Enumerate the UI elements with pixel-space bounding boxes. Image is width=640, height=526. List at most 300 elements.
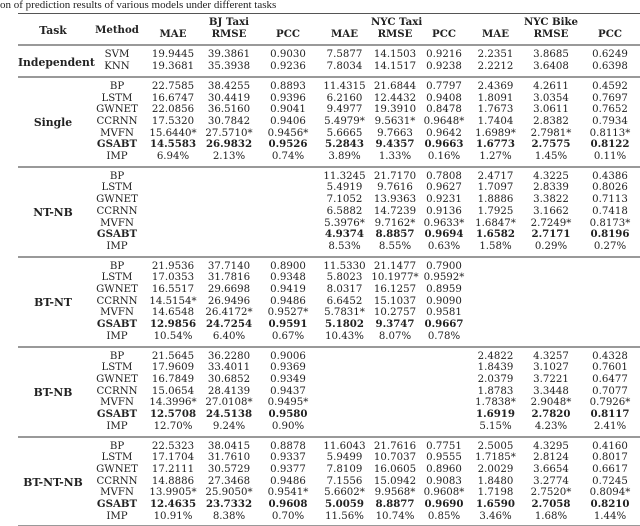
metric-cell — [200, 182, 258, 194]
metric-cell: 1.68% — [534, 510, 568, 522]
method-label: MVFN — [100, 487, 134, 499]
metric-cell: 0.9408 — [426, 92, 462, 104]
metric-cell — [318, 362, 371, 374]
method-label: MVFN — [100, 217, 134, 229]
metric-cell: 1.7838* — [475, 397, 516, 409]
metric-cell: 2.7820 — [531, 408, 571, 421]
metric-cell: 6.6452 — [326, 295, 363, 307]
metric-cell: 7.5877 — [326, 49, 363, 61]
metric-cell — [371, 397, 419, 409]
task-group-bt-nb — [18, 347, 640, 437]
metric-cell: 29.6698 — [207, 284, 251, 296]
metric-cell: 2.7249* — [530, 217, 572, 229]
metric-cell: 0.9083 — [426, 475, 462, 487]
metric-cell: 35.3938 — [207, 61, 251, 73]
header-metric-pcc: PCC — [598, 27, 622, 40]
metric-cell — [469, 257, 522, 273]
metric-cell: 26.9832 — [205, 138, 253, 151]
metric-cell: 0.7652 — [592, 104, 628, 116]
task-label: BT-NT-NB — [23, 476, 83, 490]
metric-cell: 27.0108* — [205, 397, 253, 409]
table-row — [18, 229, 640, 241]
table-row — [18, 272, 640, 284]
metric-cell — [580, 331, 640, 347]
metric-cell: 0.8893 — [270, 80, 306, 92]
metric-cell: 10.54% — [153, 330, 193, 342]
task-group-nt-nb — [18, 167, 640, 257]
metric-cell: 0.8094* — [589, 487, 631, 499]
method-label: MVFN — [100, 127, 134, 139]
metric-cell — [146, 218, 200, 230]
metric-cell: 1.7198 — [477, 487, 514, 499]
metric-cell: 1.8091 — [477, 92, 514, 104]
metric-cell: 0.4386 — [592, 170, 628, 182]
table-caption: on of prediction results of various models under different tasks — [0, 0, 277, 11]
metric-cell — [371, 409, 419, 421]
metric-cell: 0.6477 — [592, 373, 628, 385]
metric-cell: 38.4255 — [207, 80, 251, 92]
metric-cell: 0.9633* — [423, 217, 465, 229]
metric-cell: 1.6582 — [476, 228, 515, 241]
metric-cell — [146, 194, 200, 206]
metric-cell — [146, 241, 200, 257]
metric-cell: 12.9856 — [149, 318, 197, 331]
metric-cell: 3.89% — [328, 151, 361, 163]
metric-cell: 0.9238 — [426, 61, 462, 73]
metric-cell — [258, 241, 318, 257]
metric-cell: 22.5323 — [151, 440, 195, 452]
table-row — [18, 386, 640, 398]
metric-cell — [522, 319, 580, 331]
metric-cell: 0.9526 — [268, 138, 308, 151]
metric-cell: 33.4011 — [207, 362, 251, 374]
method-label: LSTM — [101, 362, 133, 374]
metric-cell: 15.6440* — [149, 127, 197, 139]
metric-cell: 14.5583 — [149, 138, 197, 151]
metric-cell: 0.6249 — [592, 49, 628, 61]
metric-cell: 0.9337 — [270, 452, 306, 464]
method-label: CCRNN — [96, 205, 138, 217]
table-row — [18, 167, 640, 183]
metric-cell: 12.4635 — [149, 498, 197, 511]
method-label: GWNET — [96, 104, 138, 116]
metric-cell: 0.9396 — [270, 92, 306, 104]
metric-cell: 0.7900 — [426, 260, 462, 272]
metric-cell: 11.56% — [325, 510, 364, 522]
metric-cell: 3.6654 — [533, 463, 569, 475]
metric-cell: 1.45% — [534, 151, 568, 163]
metric-cell: 10.7037 — [373, 452, 417, 464]
table-row — [18, 409, 640, 421]
metric-cell: 30.4419 — [207, 92, 251, 104]
table-row — [18, 331, 640, 347]
table-row — [18, 437, 640, 453]
method-label: IMP — [106, 240, 128, 252]
table-row — [18, 104, 640, 116]
metric-cell: 0.29% — [534, 240, 568, 252]
metric-cell: 6.2160 — [326, 92, 363, 104]
metric-cell: 5.6665 — [326, 127, 363, 139]
metric-cell: 2.7981* — [530, 127, 572, 139]
metric-cell — [419, 397, 469, 409]
metric-cell: 5.4979* — [324, 115, 365, 127]
metric-cell: 0.8210 — [590, 498, 630, 511]
metric-cell: 22.7585 — [151, 80, 195, 92]
table-row — [18, 296, 640, 308]
metric-cell: 39.3861 — [207, 49, 251, 61]
header-dataset-bj-taxi: BJ Taxi — [208, 16, 250, 28]
method-label: GSABT — [96, 498, 138, 511]
metric-cell: 12.5708 — [149, 408, 197, 421]
task-group-single — [18, 77, 640, 167]
metric-cell: 0.9419 — [270, 284, 306, 296]
metric-cell: 15.1037 — [373, 295, 417, 307]
method-label: GSABT — [96, 318, 138, 331]
metric-cell: 0.9648* — [423, 115, 465, 127]
metric-cell: 2.2212 — [477, 61, 514, 73]
method-label: GWNET — [96, 373, 138, 385]
metric-cell: 21.7170 — [373, 170, 417, 182]
metric-cell: 0.9541* — [267, 487, 309, 499]
metric-cell: 36.2280 — [207, 350, 251, 362]
metric-cell: 0.7797 — [426, 80, 462, 92]
metric-cell: 14.1517 — [373, 61, 417, 73]
metric-cell: 19.9445 — [151, 49, 195, 61]
metric-cell: 14.1503 — [373, 49, 417, 61]
metric-cell: 5.7831* — [324, 307, 365, 319]
metric-cell: 9.4977 — [326, 104, 363, 116]
metric-cell: 2.4369 — [477, 80, 514, 92]
metric-cell: 26.4172* — [205, 307, 253, 319]
metric-cell: 15.0654 — [151, 385, 195, 397]
metric-cell: 10.43% — [325, 330, 364, 342]
table-row — [18, 284, 640, 296]
metric-cell — [200, 218, 258, 230]
table-row — [18, 139, 640, 151]
metric-cell — [522, 284, 580, 296]
metric-cell: 0.9216 — [426, 49, 462, 61]
metric-cell — [419, 347, 469, 363]
metric-cell: 0.9581 — [426, 307, 462, 319]
metric-cell: 0.4328 — [592, 350, 628, 362]
method-label: LSTM — [101, 452, 133, 464]
metric-cell — [580, 319, 640, 331]
metric-cell: 5.15% — [479, 420, 512, 432]
metric-cell: 12.70% — [153, 420, 193, 432]
table-row — [18, 151, 640, 167]
metric-cell — [469, 272, 522, 284]
metric-cell: 28.4139 — [207, 385, 251, 397]
header-metric-pcc: PCC — [276, 27, 300, 40]
metric-cell: 10.2757 — [373, 307, 417, 319]
metric-cell: 0.7697 — [592, 92, 628, 104]
table-row — [18, 77, 640, 93]
method-label: IMP — [106, 510, 128, 522]
metric-cell: 4.9374 — [325, 228, 364, 241]
metric-cell: 0.9486 — [270, 295, 306, 307]
table-row — [18, 206, 640, 218]
metric-cell: 2.8382 — [533, 115, 569, 127]
metric-cell — [419, 374, 469, 386]
header-metric-rmse: RMSE — [211, 27, 247, 40]
metric-cell: 3.46% — [479, 510, 512, 522]
method-label: BP — [109, 440, 125, 452]
metric-cell: 0.9030 — [270, 49, 306, 61]
metric-cell: 8.07% — [378, 330, 412, 342]
metric-cell — [419, 409, 469, 421]
metric-cell: 0.8878 — [270, 440, 306, 452]
metric-cell — [371, 347, 419, 363]
metric-cell: 24.7254 — [205, 318, 253, 331]
metric-cell: 1.27% — [479, 151, 512, 163]
method-label: KNN — [104, 61, 130, 73]
metric-cell: 30.5729 — [207, 463, 251, 475]
metric-cell: 5.3976* — [324, 217, 365, 229]
metric-cell — [580, 272, 640, 284]
metric-cell: 0.11% — [593, 151, 627, 163]
metric-cell: 21.6844 — [373, 80, 417, 92]
metric-cell: 8.53% — [328, 240, 361, 252]
method-label: BP — [109, 170, 125, 182]
metric-cell — [580, 257, 640, 273]
task-label: NT-NB — [33, 206, 73, 220]
metric-cell: 2.7171 — [531, 228, 571, 241]
metric-cell: 2.2351 — [477, 49, 514, 61]
table-row — [18, 319, 640, 331]
metric-cell: 10.74% — [375, 510, 415, 522]
metric-cell — [200, 241, 258, 257]
metric-cell — [258, 167, 318, 183]
metric-cell: 4.3257 — [533, 350, 569, 362]
metric-cell — [258, 206, 318, 218]
metric-cell: 0.8117 — [590, 408, 630, 421]
metric-cell — [318, 409, 371, 421]
table-row — [18, 182, 640, 194]
metric-cell: 14.5154* — [149, 295, 197, 307]
table-row — [18, 116, 640, 128]
metric-cell — [258, 182, 318, 194]
metric-cell: 38.0415 — [207, 440, 251, 452]
metric-cell: 26.9496 — [207, 295, 251, 307]
metric-cell: 9.3747 — [375, 318, 415, 331]
metric-cell: 10.1977* — [371, 272, 419, 284]
method-label: GSABT — [96, 408, 138, 421]
metric-cell: 16.5517 — [151, 284, 195, 296]
metric-cell: 2.0029 — [477, 463, 514, 475]
metric-cell: 0.8196 — [590, 228, 630, 241]
metric-cell: 9.5631* — [374, 115, 416, 127]
metric-cell — [146, 182, 200, 194]
metric-cell — [371, 386, 419, 398]
metric-cell — [371, 362, 419, 374]
metric-cell: 3.7221 — [533, 373, 569, 385]
metric-cell: 0.9136 — [426, 205, 462, 217]
metric-cell: 4.3225 — [533, 170, 569, 182]
metric-cell: 0.7418 — [592, 205, 628, 217]
metric-cell: 0.7808 — [426, 170, 462, 182]
metric-cell: 7.8034 — [326, 61, 363, 73]
header-dataset-nyc-taxi: NYC Taxi — [371, 16, 423, 28]
metric-cell: 0.9667 — [424, 318, 464, 331]
header-dataset-nyc-bike: NYC Bike — [523, 16, 579, 28]
metric-cell: 5.8023 — [326, 272, 363, 284]
metric-cell — [580, 284, 640, 296]
metric-cell: 0.9369 — [270, 362, 306, 374]
metric-cell: 0.9456* — [267, 127, 309, 139]
metric-cell: 1.33% — [378, 151, 412, 163]
table-row — [18, 194, 640, 206]
metric-cell: 11.5330 — [323, 260, 366, 272]
method-label: LSTM — [101, 182, 133, 194]
task-group-bt-nt-nb — [18, 437, 640, 526]
task-label: Single — [33, 116, 73, 130]
metric-cell: 0.63% — [427, 240, 461, 252]
metric-cell: 0.7934 — [592, 115, 628, 127]
table-row — [18, 464, 640, 476]
metric-cell: 8.8857 — [375, 228, 415, 241]
metric-cell: 17.1704 — [151, 452, 195, 464]
method-label: BP — [109, 260, 125, 272]
metric-cell: 11.6043 — [323, 440, 366, 452]
metric-cell: 14.3996* — [149, 397, 197, 409]
metric-cell: 25.9050* — [205, 487, 253, 499]
metric-cell: 0.7113 — [592, 194, 628, 206]
metric-cell: 0.9592* — [423, 272, 465, 284]
method-label: CCRNN — [96, 115, 138, 127]
metric-cell: 10.91% — [153, 510, 193, 522]
metric-cell: 0.9041 — [270, 104, 306, 116]
metric-cell: 0.8122 — [590, 138, 630, 151]
metric-cell: 0.85% — [427, 510, 461, 522]
metric-cell: 31.7816 — [207, 272, 251, 284]
metric-cell: 3.8685 — [533, 49, 569, 61]
metric-cell: 37.7140 — [207, 260, 251, 272]
metric-cell: 5.4919 — [326, 182, 363, 194]
metric-cell: 1.6590 — [476, 498, 515, 511]
metric-cell: 1.58% — [479, 240, 512, 252]
metric-cell: 5.9499 — [326, 452, 363, 464]
metric-cell: 5.6602* — [324, 487, 365, 499]
metric-cell: 8.55% — [378, 240, 412, 252]
header-metric-pcc: PCC — [432, 27, 456, 40]
method-label: CCRNN — [96, 295, 138, 307]
metric-cell: 0.9663 — [424, 138, 464, 151]
metric-cell: 1.8480 — [477, 475, 514, 487]
metric-cell: 0.67% — [271, 330, 305, 342]
metric-cell: 0.7601 — [592, 362, 628, 374]
metric-cell — [200, 229, 258, 241]
metric-cell: 0.8960 — [426, 463, 462, 475]
metric-cell: 0.9090 — [426, 295, 462, 307]
metric-cell: 3.1662 — [533, 205, 569, 217]
metric-cell: 13.9363 — [373, 194, 417, 206]
metric-cell: 2.4822 — [477, 350, 514, 362]
metric-cell: 1.6847* — [475, 217, 516, 229]
metric-cell: 5.2843 — [325, 138, 364, 151]
metric-cell: 1.8886 — [477, 194, 514, 206]
metric-cell: 2.4717 — [477, 170, 514, 182]
metric-cell: 6.5882 — [326, 205, 363, 217]
metric-cell: 0.9694 — [424, 228, 464, 241]
metric-cell: 11.4315 — [323, 80, 366, 92]
metric-cell: 1.44% — [593, 510, 627, 522]
metric-cell: 0.74% — [271, 151, 305, 163]
metric-cell: 19.3910 — [373, 104, 417, 116]
method-label: LSTM — [101, 272, 133, 284]
table-row — [18, 347, 640, 363]
metric-cell — [146, 167, 200, 183]
metric-cell: 1.6919 — [476, 408, 515, 421]
metric-cell: 0.6617 — [592, 463, 628, 475]
metric-cell: 0.9236 — [270, 61, 306, 73]
header-metric-rmse: RMSE — [377, 27, 413, 40]
metric-cell: 0.7077 — [592, 385, 628, 397]
metric-cell: 0.8017 — [592, 452, 628, 464]
table-row — [18, 61, 640, 77]
metric-cell: 31.7610 — [207, 452, 251, 464]
metric-cell: 0.9006 — [270, 350, 306, 362]
metric-cell — [580, 296, 640, 308]
metric-cell: 2.7058 — [531, 498, 571, 511]
table-row — [18, 257, 640, 273]
metric-cell: 4.2611 — [533, 80, 569, 92]
metric-cell — [371, 374, 419, 386]
metric-cell: 0.9608* — [423, 487, 465, 499]
method-label: LSTM — [101, 92, 133, 104]
metric-cell — [469, 284, 522, 296]
metric-cell: 0.9580 — [268, 408, 308, 421]
metric-cell: 30.7842 — [207, 115, 251, 127]
metric-cell — [258, 194, 318, 206]
metric-cell: 1.7097 — [477, 182, 514, 194]
metric-cell — [522, 307, 580, 319]
metric-cell: 7.1556 — [326, 475, 363, 487]
metric-cell: 22.0856 — [151, 104, 195, 116]
metric-cell: 0.8173* — [589, 217, 631, 229]
metric-cell: 0.6398 — [592, 61, 628, 73]
metric-cell: 3.0611 — [533, 104, 569, 116]
table-row — [18, 241, 640, 257]
metric-cell: 11.3245 — [323, 170, 366, 182]
metric-cell: 0.8959 — [426, 284, 462, 296]
method-label: MVFN — [100, 397, 134, 409]
metric-cell: 0.16% — [427, 151, 461, 163]
metric-cell: 16.6747 — [151, 92, 195, 104]
table-row — [18, 452, 640, 464]
header-metric-mae: MAE — [331, 27, 358, 40]
metric-cell: 0.9690 — [424, 498, 464, 511]
metric-cell: 0.8900 — [270, 260, 306, 272]
metric-cell: 7.1052 — [326, 194, 363, 206]
metric-cell: 15.0942 — [373, 475, 417, 487]
metric-cell: 0.9406 — [270, 115, 306, 127]
metric-cell — [419, 421, 469, 437]
metric-cell: 9.7616 — [377, 182, 413, 194]
metric-cell: 1.7185* — [475, 452, 516, 464]
metric-cell: 2.41% — [593, 420, 627, 432]
metric-cell: 4.3295 — [533, 440, 569, 452]
metric-cell: 0.8026 — [592, 182, 628, 194]
table-row — [18, 511, 640, 526]
header-task: Task — [39, 23, 67, 37]
metric-cell: 1.7925 — [477, 205, 514, 217]
metric-cell — [469, 296, 522, 308]
metric-cell: 14.7239 — [373, 205, 417, 217]
metric-cell — [200, 206, 258, 218]
metric-cell: 0.4160 — [592, 440, 628, 452]
metric-cell: 0.8113* — [589, 127, 631, 139]
metric-cell: 1.8783 — [477, 385, 514, 397]
